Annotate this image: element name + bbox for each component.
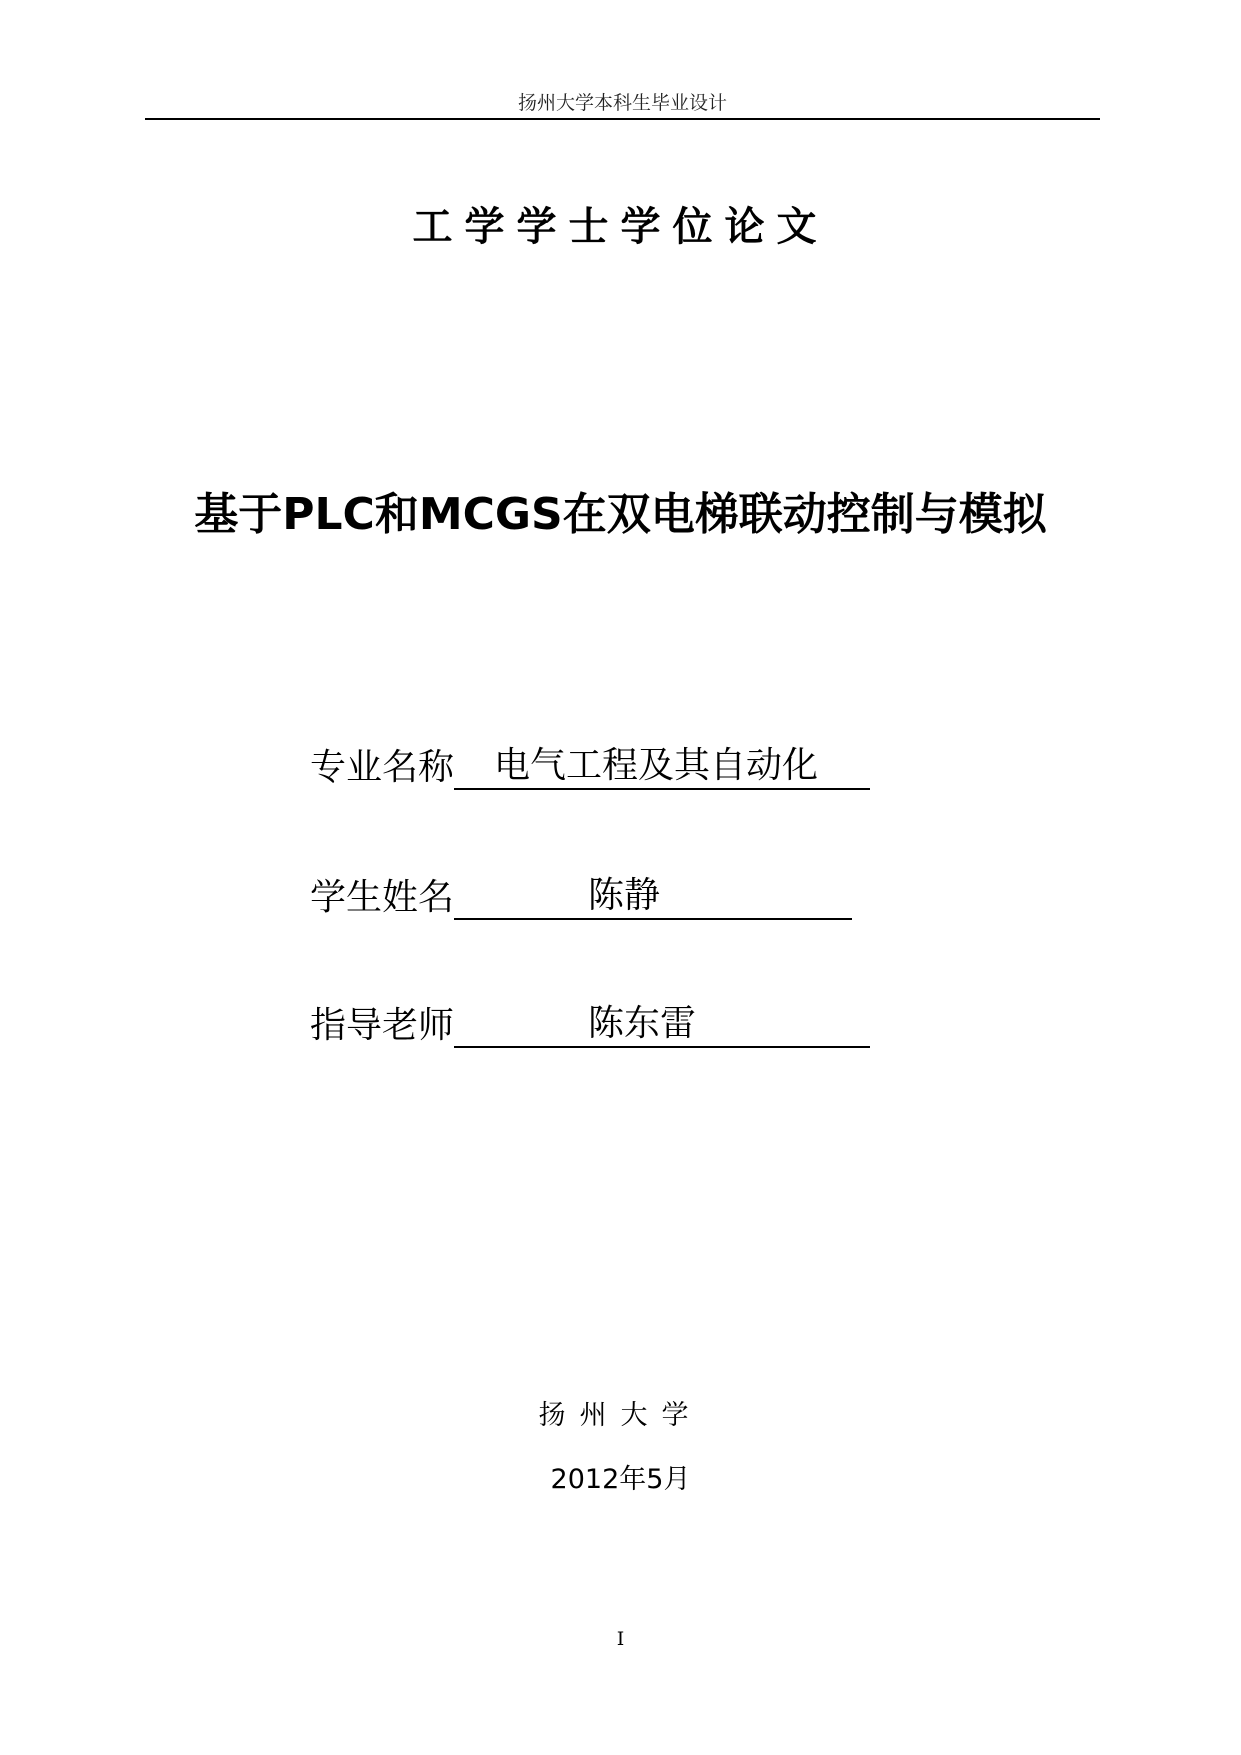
major-row: [310, 742, 870, 790]
major-value: 电气工程及其自动化: [494, 745, 819, 786]
page-number: I: [616, 1628, 625, 1650]
advisor-value: 陈东雷: [588, 1003, 697, 1044]
advisor-row: [310, 1000, 870, 1048]
student-row: [310, 872, 852, 920]
student-label: 学生姓名: [310, 877, 455, 918]
running-header: 扬州大学本科生毕业设计: [517, 92, 727, 114]
advisor-label: 指导老师: [310, 1005, 455, 1046]
degree-title: 工学学士学位论文: [412, 204, 829, 250]
submission-date: 2012年5月: [550, 1464, 691, 1495]
header-rule: [145, 118, 1100, 120]
university-name: 扬州大学: [538, 1400, 703, 1431]
thesis-title: 基于PLC和MCGS在双电梯联动控制与模拟: [194, 489, 1047, 540]
student-underline: [454, 874, 852, 920]
major-underline: [454, 744, 870, 790]
major-label: 专业名称: [310, 747, 455, 788]
advisor-underline: [454, 1002, 870, 1048]
student-value: 陈静: [588, 875, 661, 916]
